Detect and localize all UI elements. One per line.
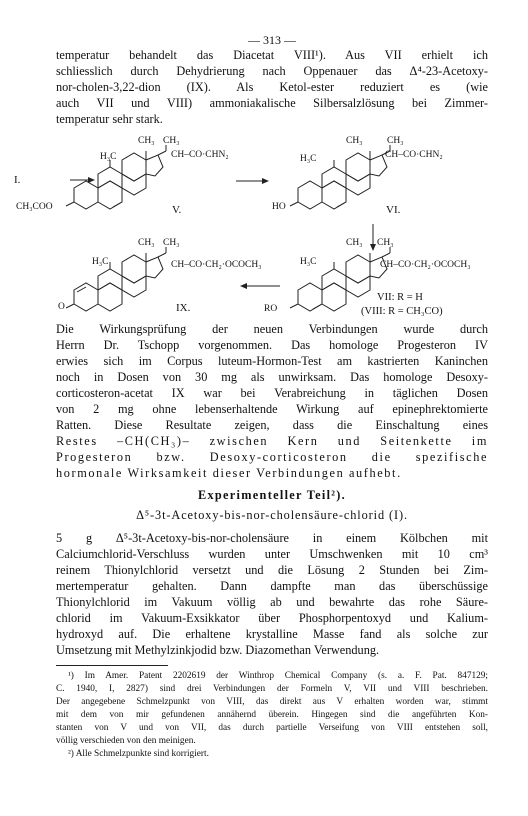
intro-line: schliesslich durch Dehydrierung nach Oppenauer das Δ⁴-23-Acetoxy-: [56, 64, 488, 78]
side-chain-label: CH–CO·CH₂·OCOCH₃: [171, 260, 262, 270]
footnote-line: ²) Alle Schmelzpunkte sind korrigiert.: [68, 749, 209, 759]
substituent-label: O: [58, 302, 65, 312]
methyl-label: CH₃: [138, 136, 155, 146]
substituent-label: RO: [264, 304, 278, 314]
methyl-label: CH₃: [163, 136, 180, 146]
compound-number: VI.: [386, 204, 401, 216]
methyl-label: CH₃: [346, 238, 363, 248]
methyl-label: CH₃: [138, 238, 155, 248]
methyl-label: H₃C: [100, 152, 117, 162]
body-line-spaced: hormonale Wirksamkeit dieser Verbindungen aufhebt.: [56, 466, 402, 480]
compound-number-viii: (VIII: R = CH₃CO): [361, 306, 443, 317]
compound-i-label: I.: [14, 174, 21, 186]
intro-line: temperatur sehr stark.: [56, 112, 163, 126]
body-line: noch in Dosen von 30 mg als unwirksam. Das homologe Desoxy-: [56, 370, 488, 384]
body-line: von 2 mg ohne lebenserhaltende Wirkung auf epinephrektomierte: [56, 402, 488, 416]
methyl-label: CH₃: [377, 238, 394, 248]
footnote-line: stanten von V und von VII, das durch partielle Verseifung von VIII entstehen soll,: [56, 723, 488, 733]
methyl-label: H₃C: [92, 257, 109, 267]
footnote-line: ¹) Im Amer. Patent 2202619 der Winthrop Chemical Company (s. a. F. Pat. 847129;: [68, 671, 488, 681]
body-line: erwies sich im Corpus luteum-Hormon-Test am kastrierten Kaninchen: [56, 354, 488, 368]
body-line: Calciumchlorid-Verschluss wurden unter Umschwenken mit 10 cm³: [56, 547, 488, 561]
substituent-label: CH₃COO: [16, 202, 53, 212]
compound-number-vii: VII: R = H: [377, 292, 423, 303]
compound-number: V.: [172, 204, 182, 216]
compound-title: Δ⁵-3t-Acetoxy-bis-nor-cholensäure-chlorid (I).: [136, 508, 408, 522]
body-line-spaced: Progesteron bzw. Desoxy-corticosteron die spezifische: [56, 450, 488, 464]
intro-line: nor-cholen-3,22-dion (IX). Als Ketol-ester reduziert es (wie: [56, 80, 488, 94]
intro-line: auch VII und VIII) ammoniakalische Silbersalzlösung bei Zimmer-: [56, 96, 488, 110]
body-line: Thionylchlorid im Vakuum völlig ab und bewahrte das rohe Säure-: [56, 595, 488, 609]
footnote-line: C. 1940, I, 2827) sind drei Verbindungen der Formeln V, VII und VIII beschrieben.: [56, 684, 488, 694]
methyl-label: H₃C: [300, 154, 317, 164]
side-chain-label: CH–CO·CH₂·OCOCH₃: [380, 260, 471, 270]
footnote-line: mit dem von mir gefundenen annähernd überein. Hingegen sind die angeführten Kon-: [56, 710, 488, 720]
side-chain-label: CH–CO·CHN₂: [385, 150, 443, 160]
methyl-label: CH₃: [387, 136, 404, 146]
intro-line: temperatur behandelt das Diacetat VIII¹). Aus VII erhielt ich: [56, 48, 488, 62]
body-line: Die Wirkungsprüfung der neuen Verbindungen wurde durch: [56, 322, 488, 336]
body-line: reinem Thionylchlorid versetzt und die Lösung 2 Stunden bei Zim-: [56, 563, 488, 577]
body-line: 5 g Δ⁵-3t-Acetoxy-bis-nor-cholensäure in einem Kölbchen mit: [56, 531, 488, 545]
body-line: corticosteron-acetat IX war bei Verabreichung in täglichen Dosen: [56, 386, 488, 400]
body-line: hydroxyd auf. Die erhaltene krystalline Masse fand als solche zur: [56, 627, 488, 641]
page-number: — 313 —: [248, 33, 296, 47]
body-line: Umsetzung mit Methylzinkjodid bzw. Diazomethan Verwendung.: [56, 643, 380, 657]
footnote-line: Der angegebene Schmelzpunkt von VIII, das direkt aus V erhalten worden war, stimmt: [56, 697, 488, 707]
footnote-line: völlig verschieden von den meinigen.: [56, 736, 196, 746]
body-line-spaced: Restes –CH(CH₃)– zwischen Kern und Seitenkette im: [56, 434, 488, 448]
body-line: chlorid im Vakuum-Exsikkator über Phosphorpentoxyd und Kalium-: [56, 611, 488, 625]
methyl-label: CH₃: [163, 238, 180, 248]
substituent-label: HO: [272, 202, 286, 212]
compound-number: IX.: [176, 302, 191, 314]
body-line: Herrn Dr. Tschopp vorgenommen. Das homologe Progesteron IV: [56, 338, 488, 352]
methyl-label: CH₃: [346, 136, 363, 146]
footnote-rule: [56, 665, 168, 666]
side-chain-label: CH–CO·CHN₂: [171, 150, 229, 160]
body-line: Ratten. Diese Resultate zeigen, dass die Einschaltung eines: [56, 418, 488, 432]
body-line: mertemperatur gehalten. Dann dampfte man das überschüssige: [56, 579, 488, 593]
section-title: Experimenteller Teil²).: [197, 488, 347, 502]
steroid-skeleton-ix: [66, 247, 166, 311]
methyl-label: H₃C: [300, 257, 317, 267]
